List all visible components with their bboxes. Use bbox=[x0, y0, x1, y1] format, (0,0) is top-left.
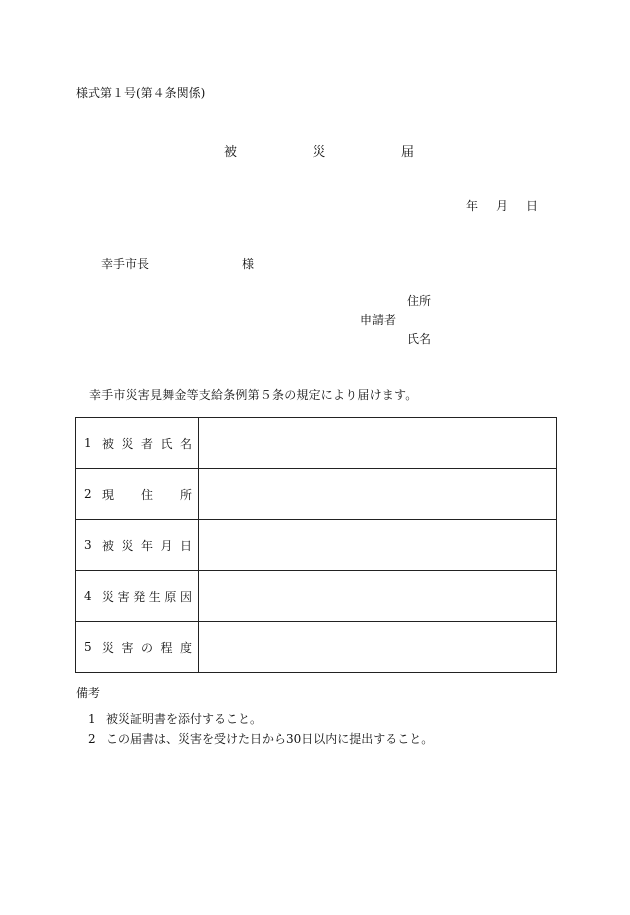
row-label-char: 災 bbox=[102, 589, 115, 604]
remark-text: 被災証明書を添付すること。 bbox=[106, 712, 263, 726]
date-line bbox=[466, 197, 538, 214]
row-value-field[interactable] bbox=[199, 622, 557, 673]
table-row bbox=[76, 520, 557, 571]
row-label-char: 名 bbox=[179, 436, 192, 451]
remark-item bbox=[88, 710, 262, 727]
remark-item bbox=[88, 730, 433, 747]
row-label-char: 被 bbox=[102, 538, 115, 553]
row-label bbox=[102, 537, 192, 554]
date-day: 日 bbox=[526, 199, 539, 213]
row-label-char: 災 bbox=[102, 640, 115, 655]
row-label bbox=[102, 588, 192, 605]
row-label bbox=[102, 639, 192, 656]
row-label-char: 害 bbox=[121, 640, 134, 655]
row-label-cell bbox=[76, 418, 199, 469]
form-number: 様式第１号(第４条関係) bbox=[76, 86, 206, 100]
table-row bbox=[76, 622, 557, 673]
row-number: 3 bbox=[84, 538, 92, 552]
addressee-name: 幸手市長 bbox=[101, 257, 150, 271]
row-label-char: 日 bbox=[179, 538, 192, 553]
row-label bbox=[102, 435, 192, 452]
row-label-char: 程 bbox=[160, 640, 173, 655]
row-label-cell bbox=[76, 622, 199, 673]
row-number: 4 bbox=[84, 589, 92, 603]
row-label-char: 災 bbox=[121, 538, 134, 553]
row-label-char: 因 bbox=[179, 589, 192, 604]
row-value-field[interactable] bbox=[199, 571, 557, 622]
row-label-cell bbox=[76, 469, 199, 520]
row-label-cell bbox=[76, 571, 199, 622]
row-value-field[interactable] bbox=[199, 469, 557, 520]
row-label-char: 害 bbox=[117, 589, 130, 604]
addressee bbox=[101, 255, 255, 272]
date-month: 月 bbox=[496, 199, 509, 213]
row-label-char: 者 bbox=[140, 436, 153, 451]
applicant-label: 申請者 bbox=[360, 313, 397, 327]
row-label-char: 氏 bbox=[160, 436, 173, 451]
table-row bbox=[76, 418, 557, 469]
row-number: 1 bbox=[84, 436, 92, 450]
applicant-address-label: 住所 bbox=[407, 294, 432, 308]
row-label-char: 生 bbox=[148, 589, 161, 604]
remark-number: 1 bbox=[88, 712, 96, 726]
row-label-char: 発 bbox=[133, 589, 146, 604]
row-label-char: の bbox=[140, 640, 153, 655]
addressee-honorific: 様 bbox=[242, 257, 255, 271]
row-number: 5 bbox=[84, 640, 92, 654]
remark-text: この届書は、災害を受けた日から30日以内に提出すること。 bbox=[106, 732, 434, 746]
row-value-field[interactable] bbox=[199, 418, 557, 469]
form-table bbox=[75, 417, 557, 673]
row-value-field[interactable] bbox=[199, 520, 557, 571]
document-title bbox=[224, 141, 414, 160]
row-label-char: 月 bbox=[160, 538, 173, 553]
row-label-char: 所 bbox=[179, 487, 192, 502]
applicant-name-label: 氏名 bbox=[407, 332, 432, 346]
remark-number: 2 bbox=[88, 732, 96, 746]
row-label-char: 現 bbox=[102, 487, 115, 502]
row-label bbox=[102, 486, 192, 503]
row-label-char: 原 bbox=[164, 589, 177, 604]
table-row bbox=[76, 571, 557, 622]
title-char: 災 bbox=[312, 145, 326, 160]
date-year: 年 bbox=[466, 199, 479, 213]
row-label-char: 年 bbox=[140, 538, 153, 553]
title-char: 届 bbox=[400, 145, 414, 160]
table-row bbox=[76, 469, 557, 520]
remarks-heading: 備考 bbox=[76, 686, 101, 700]
row-label-char: 災 bbox=[121, 436, 134, 451]
row-label-char: 住 bbox=[140, 487, 153, 502]
row-label-cell bbox=[76, 520, 199, 571]
row-label-char: 被 bbox=[102, 436, 115, 451]
row-label-char: 度 bbox=[179, 640, 192, 655]
body-text: 幸手市災害見舞金等支給条例第５条の規定により届けます。 bbox=[89, 388, 418, 402]
row-number: 2 bbox=[84, 487, 92, 501]
title-char: 被 bbox=[224, 145, 238, 160]
